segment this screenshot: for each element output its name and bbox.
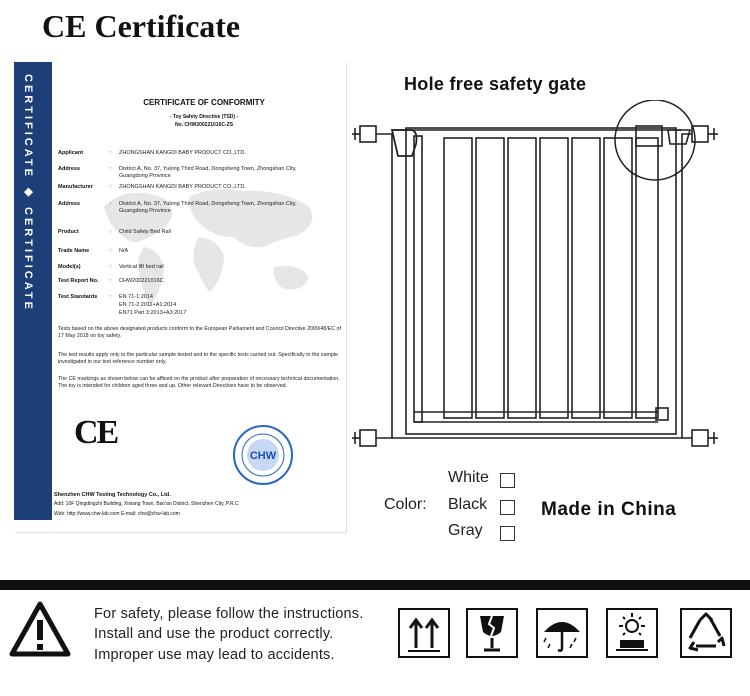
- keep-away-from-sun-icon: [606, 608, 658, 658]
- color-option-white: White: [448, 469, 489, 486]
- color-option-black: Black: [448, 496, 488, 513]
- field-value: EN 71-1:2014: [119, 294, 153, 300]
- color-checkbox-gray[interactable]: [500, 526, 515, 541]
- field-label: Manufacturer: [58, 184, 93, 190]
- color-option-gray: Gray: [448, 522, 483, 539]
- recycle-icon: [680, 608, 732, 658]
- field-label: Address: [58, 201, 81, 207]
- color-label: Color:: [384, 496, 427, 513]
- certificate-paragraph: The test results apply only to the particular sample tested and to the specific tests carried out. Specifically to the sample investigated in our test reference number only.: [58, 352, 338, 365]
- field-value: Child Safety Bed Rail: [119, 229, 171, 235]
- field-label: Test Standards: [58, 294, 98, 300]
- certificate-title: CERTIFICATE OF CONFORMITY: [143, 98, 265, 107]
- warning-triangle-icon: [8, 600, 72, 658]
- warning-text: Improper use may lead to accidents.: [94, 647, 335, 663]
- gate-title: Hole free safety gate: [404, 74, 587, 94]
- this-way-up-icon: [398, 608, 450, 658]
- certificate-number: No. CHW200221016C-ZS: [174, 122, 234, 128]
- field-label: Product: [58, 229, 79, 235]
- certificate-paragraph: The CE markings as shown below can be affixed on the product after preparation of necessary technical documentation. The toy is intended for children aged three and up. Other relevant Directives have to be observed.: [58, 376, 340, 389]
- field-value: N/A: [119, 248, 129, 254]
- certificate-subtitle: - Toy Safety Directive (TSD) -: [169, 114, 239, 120]
- certificate-band-text: CERTIFICATE ◆ CERTIFICATE: [22, 74, 34, 312]
- divider-bar: [0, 580, 750, 590]
- test-standard: EN 71-2:2011+A1:2014: [119, 302, 177, 308]
- test-standard: EN71 Part 3:2013+A3:2017: [119, 310, 187, 316]
- field-value: CHW200221016C: [119, 278, 164, 284]
- ce-mark-logo: CE: [74, 414, 118, 451]
- field-value: Vertical lift bed rail: [119, 264, 164, 270]
- field-value: ZHONGSHAN KANGDI BABY PRODUCT CO.,LTD.: [119, 150, 246, 156]
- field-label: Model(s): [58, 264, 81, 270]
- certificate-paragraph: Tests based on the above designated products conform to the European Parliament and Council Directive 2009/48/EC of 17 May 2018 on toy safety.: [58, 326, 341, 339]
- field-label: Test Report No.: [58, 278, 99, 284]
- safety-gate-illustration: [352, 100, 724, 460]
- warning-text: For safety, please follow the instructions.: [94, 606, 364, 622]
- field-label: Applicant: [58, 150, 84, 156]
- keep-dry-umbrella-icon: [536, 608, 588, 658]
- stamp-text: CHW: [249, 450, 277, 462]
- field-value: District A, No. 37, Yulong Third Road, Dongsheng Town, Zhongshan City, Guangdong Province: [119, 166, 297, 179]
- field-value: District A, No. 37, Yulong Third Road, Dongsheng Town, Zhongshan City, Guangdong Province: [119, 201, 297, 214]
- certificate-side-band: [14, 62, 52, 520]
- lab-web: Web: http://www.chw-lab.com E-mail: chw@chw-lab.com: [54, 511, 180, 517]
- made-in-label: Made in China: [541, 499, 677, 520]
- lab-address: Add: 10F Qingdingzhi Building, Xixiang Town, Bao'an District, Shenzhen City, P.R.C: [54, 501, 239, 507]
- testing-stamp-seal: [232, 424, 294, 486]
- field-label: Trade Name: [58, 248, 90, 254]
- color-checkbox-black[interactable]: [500, 500, 515, 515]
- fragile-glass-icon: [466, 608, 518, 658]
- color-checkbox-white[interactable]: [500, 473, 515, 488]
- lab-name: Shenzhen CHW Testing Technology Co., Ltd.: [54, 492, 171, 498]
- page-title: CE Certificate: [42, 8, 241, 44]
- field-label: Address: [58, 166, 81, 172]
- certificate-document: CERTIFICATE ◆ CERTIFICATE CERTIFICATE OF CONFORMITY - Toy Safety Directive (TSD) - No. CHW200221016C-ZS Applicant : ZHONGSHAN KANGDI BABY PRODUCT CO.,LTD. Address : District A, No. 37, Yulong Third Road, Dongsheng Town, Zhongshan City, Guangdong Province Manufacturer : ZHONGSHAN KANGDI BABY PRODUCT CO.,LTD. Address : District A, No. 37, Yulong Third Road, Dongsheng Town, Zhongshan City, Guangdong Province Product : Child Safety Bed Rail Trade Name : N/A Model(s) : Vertical lift bed rail Test Report No. : CHW200221016C Test Standards : EN 71-1:2014 EN 71-2:2011+A1:2014 EN71 Part 3:2013+A3:2017 Tests based on the above designated products conform to the European Parliament and Council Directive 2009/48/EC of 17 May 2018 on toy safety. The test results apply only to the particular sample tested and to the specific tests carried out. Specifically to the sample investigated in our test reference number only. The CE markings as shown below can be affixed on the product after preparation of necessary technical documentation. The toy is intended for children aged three and up. Other relevant Directives have to be observed. CE CHW Shenzhen CHW Testing Technology Co., Ltd. Add: 10F Qingdingzhi Building, Xixiang Town, Bao'an District, Shenzhen City, P.R.C Web: http://www.chw-lab.com E-mail: chw@chw-lab.com: [14, 62, 346, 532]
- field-value: ZHONGSHAN KANGDI BABY PRODUCT CO.,LTD.: [119, 184, 246, 190]
- warning-text: Install and use the product correctly.: [94, 626, 334, 642]
